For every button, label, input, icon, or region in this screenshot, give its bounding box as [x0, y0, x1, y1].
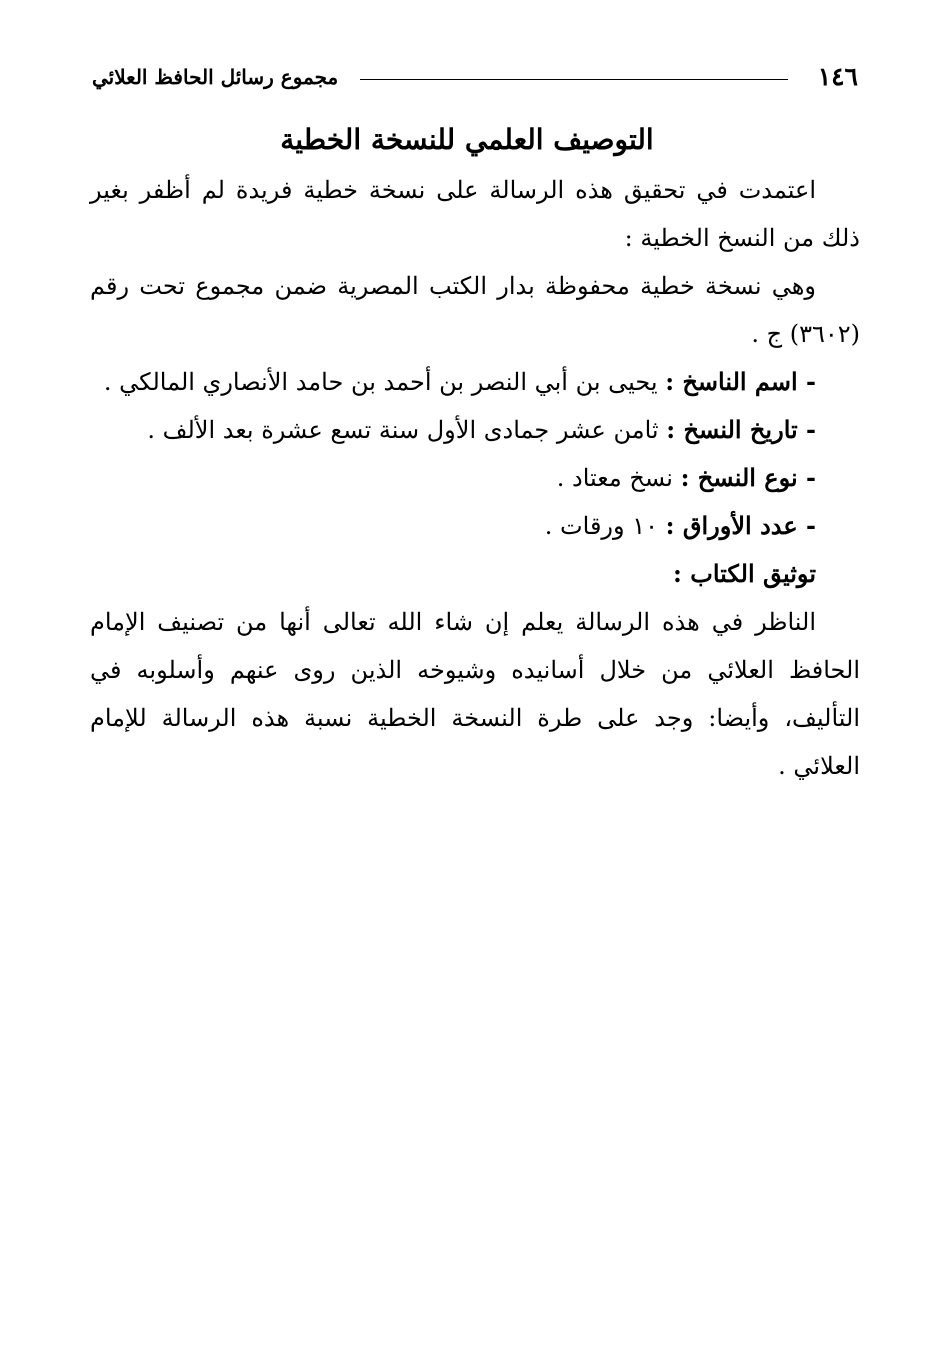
list-item: [90, 358, 860, 406]
item-value: ثامن عشر جمادى الأول سنة تسع عشرة بعد الألف .: [147, 416, 667, 444]
page-number: ١٤٦: [817, 62, 858, 91]
authentication-paragraph: الناظر في هذه الرسالة يعلم إن شاء الله تعالى أنها من تصنيف الإمام الحافظ العلائي من خلال أسانيده وشيوخه الذين روى عنهم وأسلوبه في التأليف، وأيضا: وجد على طرة النسخة الخطية نسبة هذه الرسالة للإمام العلائي .: [90, 608, 860, 780]
list-item: [90, 502, 860, 550]
item-label: - اسم الناسخ :: [665, 367, 816, 396]
header-rule: [360, 79, 788, 80]
item-label: - عدد الأوراق :: [665, 511, 816, 540]
authentication-heading: توثيق الكتاب :: [673, 559, 816, 588]
list-item: [90, 406, 860, 454]
body-text: [90, 166, 860, 790]
item-value: يحيى بن أبي النصر بن أحمد بن حامد الأنصاري المالكي .: [103, 368, 666, 396]
item-label: - تاريخ النسخ :: [666, 415, 816, 444]
section-title: التوصيف العلمي للنسخة الخطية: [280, 123, 654, 156]
intro-paragraph: اعتمدت في تحقيق هذه الرسالة على نسخة خطية فريدة لم أظفر بغير ذلك من النسخ الخطية :: [90, 176, 860, 252]
item-value: ١٠ ورقات .: [544, 512, 666, 540]
item-value: نسخ معتاد .: [556, 464, 681, 492]
location-paragraph: وهي نسخة خطية محفوظة بدار الكتب المصرية ضمن مجموع تحت رقم (٣٦٠٢) ج .: [90, 272, 860, 348]
item-label: - نوع النسخ :: [680, 463, 816, 492]
running-header: [92, 60, 862, 94]
list-item: [90, 454, 860, 502]
running-title: مجموع رسائل الحافظ العلائي: [92, 65, 339, 89]
